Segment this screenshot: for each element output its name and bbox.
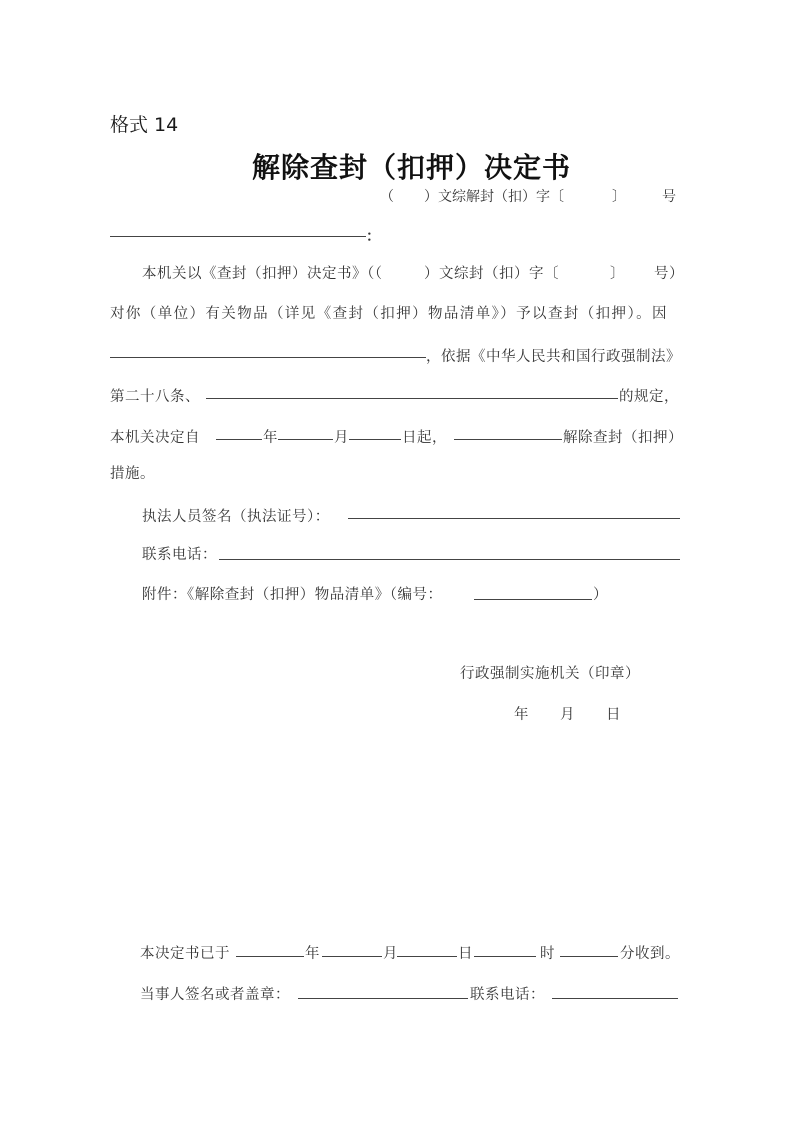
legal-basis-blank[interactable]	[206, 398, 618, 399]
body-line5-suffix: 解除查封（扣押）	[563, 430, 683, 446]
body-line2: 对你（单位）有关物品（详见《查封（扣押）物品清单》）予以查封（扣押）。因	[110, 306, 668, 322]
receipt-day-blank[interactable]	[397, 956, 457, 957]
receipt-day: 日	[458, 946, 473, 962]
seal-year: 年	[514, 707, 529, 723]
receipt-minute-blank[interactable]	[560, 956, 618, 957]
body-line5-day: 日起，	[402, 430, 447, 446]
body-line1-suffix: 号）	[654, 266, 684, 282]
receipt-month: 月	[383, 946, 398, 962]
party-phone-label: 联系电话：	[470, 987, 545, 1003]
party-signature-blank[interactable]	[298, 998, 468, 999]
body-line5-prefix: 本机关决定自	[110, 430, 200, 446]
receipt-hour: 时	[540, 946, 555, 962]
officer-signature-blank[interactable]	[348, 518, 680, 519]
doc-number-hao: 号	[662, 189, 676, 205]
release-day-blank[interactable]	[349, 439, 401, 440]
seal-day: 日	[606, 707, 621, 723]
seal-month: 月	[560, 707, 575, 723]
doc-number-open-paren: （	[380, 189, 394, 205]
reason-blank[interactable]	[110, 357, 426, 358]
receipt-prefix: 本决定书已于	[140, 946, 230, 962]
body-line1-mid: ）文综封（扣）字〔	[424, 266, 559, 282]
receipt-year-blank[interactable]	[236, 956, 304, 957]
body-line1-prefix: 本机关以《查封（扣押）决定书》（（	[142, 266, 383, 282]
party-phone-blank[interactable]	[552, 998, 678, 999]
receipt-hour-blank[interactable]	[474, 956, 536, 957]
contact-phone-label: 联系电话：	[142, 547, 217, 563]
receipt-minute-suffix: 分收到。	[620, 946, 680, 962]
receipt-year: 年	[305, 946, 320, 962]
attachment-close: ）	[593, 587, 608, 603]
body-line1-bracket-close: 〕	[610, 266, 625, 282]
receipt-month-blank[interactable]	[322, 956, 382, 957]
body-line5-year: 年	[263, 430, 278, 446]
addressee-blank[interactable]	[110, 236, 366, 237]
format-label: 格式 14	[110, 114, 179, 136]
attachment-number-blank[interactable]	[474, 599, 592, 600]
attachment-label: 附件：《解除查封（扣押）物品清单》（编号：	[142, 587, 443, 603]
party-signature-label: 当事人签名或者盖章：	[140, 987, 290, 1003]
body-line3-suffix: ，依据《中华人民共和国行政强制法》	[426, 349, 681, 365]
doc-number-bracket-close: 〕	[612, 189, 626, 205]
addressee-colon: ：	[366, 228, 381, 245]
seal-authority: 行政强制实施机关（印章）	[460, 666, 640, 682]
officer-signature-label: 执法人员签名（执法证号）：	[142, 509, 330, 525]
body-line4-suffix: 的规定，	[619, 389, 679, 405]
body-line5-month: 月	[334, 430, 349, 446]
doc-number-text: ）文综解封（扣）字〔	[424, 189, 564, 205]
contact-phone-blank[interactable]	[219, 559, 680, 560]
release-month-blank[interactable]	[278, 439, 333, 440]
release-year-blank[interactable]	[216, 439, 262, 440]
document-title: 解除查封（扣押）决定书	[252, 151, 572, 184]
release-target-blank[interactable]	[454, 439, 562, 440]
body-line4-prefix: 第二十八条、	[110, 389, 200, 405]
body-line6: 措施。	[110, 466, 155, 482]
